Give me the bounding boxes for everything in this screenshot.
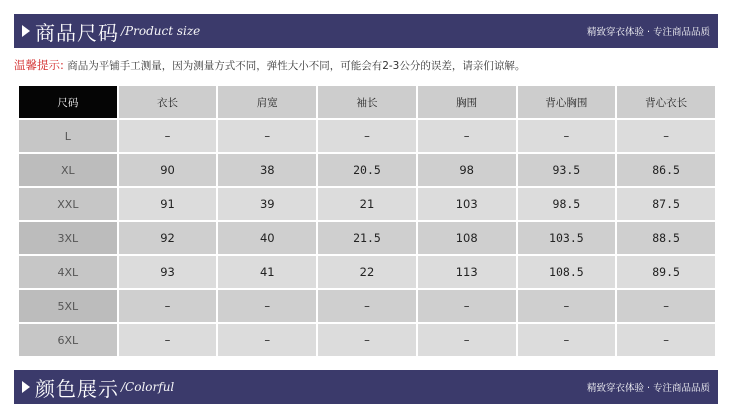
- size-label: 6XL: [19, 324, 117, 356]
- table-cell: –: [617, 324, 715, 356]
- table-cell: –: [318, 290, 416, 322]
- table-cell: 93.5: [518, 154, 616, 186]
- table-cell: 88.5: [617, 222, 715, 254]
- table-cell: 103: [418, 188, 516, 220]
- table-cell: –: [418, 120, 516, 152]
- column-header-chest: 胸围: [418, 86, 516, 118]
- size-label: 3XL: [19, 222, 117, 254]
- table-cell: 22: [318, 256, 416, 288]
- table-row: [19, 188, 715, 220]
- table-cell: –: [418, 324, 516, 356]
- table-row: [19, 154, 715, 186]
- product-size-banner: [14, 14, 718, 48]
- size-table: [17, 84, 717, 358]
- size-label: L: [19, 120, 117, 152]
- table-row: [19, 222, 715, 254]
- table-cell: 20.5: [318, 154, 416, 186]
- triangle-marker-icon: [22, 381, 30, 393]
- table-cell: –: [119, 324, 217, 356]
- table-cell: 89.5: [617, 256, 715, 288]
- table-cell: –: [518, 120, 616, 152]
- table-cell: –: [617, 290, 715, 322]
- column-header-sleeve: 袖长: [318, 86, 416, 118]
- table-cell: –: [617, 120, 715, 152]
- table-row: [19, 290, 715, 322]
- table-cell: –: [518, 324, 616, 356]
- table-cell: 113: [418, 256, 516, 288]
- table-cell: 90: [119, 154, 217, 186]
- table-cell: 92: [119, 222, 217, 254]
- table-row: [19, 256, 715, 288]
- banner-tagline: 精致穿衣体验 · 专注商品品质: [586, 27, 710, 38]
- table-cell: 40: [218, 222, 316, 254]
- column-header-length: 衣长: [119, 86, 217, 118]
- column-header-vest-chest: 背心胸围: [518, 86, 616, 118]
- banner-title-en: /Colorful: [121, 380, 175, 394]
- table-cell: 21: [318, 188, 416, 220]
- size-label: XXL: [19, 188, 117, 220]
- table-cell: 98.5: [518, 188, 616, 220]
- notice-label: 温馨提示:: [14, 58, 64, 72]
- column-header-vest-length: 背心衣长: [617, 86, 715, 118]
- column-header-shoulder: 肩宽: [218, 86, 316, 118]
- table-cell: 93: [119, 256, 217, 288]
- table-cell: 41: [218, 256, 316, 288]
- table-cell: 39: [218, 188, 316, 220]
- banner-title-en: /Product size: [121, 24, 201, 38]
- table-row: [19, 120, 715, 152]
- notice-text: 商品为平铺手工测量，因为测量方式不同，弹性大小不同，可能会有2-3公分的误差，请亲们谅解。: [67, 60, 526, 72]
- size-label: XL: [19, 154, 117, 186]
- banner-tagline: 精致穿衣体验 · 专注商品品质: [586, 383, 710, 394]
- triangle-marker-icon: [22, 25, 30, 37]
- table-cell: –: [218, 120, 316, 152]
- table-cell: –: [218, 290, 316, 322]
- table-cell: 108: [418, 222, 516, 254]
- table-cell: 87.5: [617, 188, 715, 220]
- banner-title-cn: 商品尺码: [35, 20, 119, 45]
- size-table-header-row: [19, 86, 715, 118]
- size-label: 4XL: [19, 256, 117, 288]
- table-cell: 91: [119, 188, 217, 220]
- size-notice: [14, 57, 525, 73]
- table-cell: –: [119, 290, 217, 322]
- banner-title-cn: 颜色展示: [35, 376, 119, 401]
- table-cell: –: [518, 290, 616, 322]
- table-cell: 86.5: [617, 154, 715, 186]
- table-cell: –: [318, 324, 416, 356]
- table-cell: –: [119, 120, 217, 152]
- table-cell: 98: [418, 154, 516, 186]
- table-row: [19, 324, 715, 356]
- colorful-banner: [14, 370, 718, 404]
- table-cell: –: [418, 290, 516, 322]
- table-cell: –: [318, 120, 416, 152]
- size-label: 5XL: [19, 290, 117, 322]
- table-cell: 108.5: [518, 256, 616, 288]
- table-cell: 21.5: [318, 222, 416, 254]
- column-header-size: 尺码: [19, 86, 117, 118]
- table-cell: 103.5: [518, 222, 616, 254]
- table-cell: –: [218, 324, 316, 356]
- table-cell: 38: [218, 154, 316, 186]
